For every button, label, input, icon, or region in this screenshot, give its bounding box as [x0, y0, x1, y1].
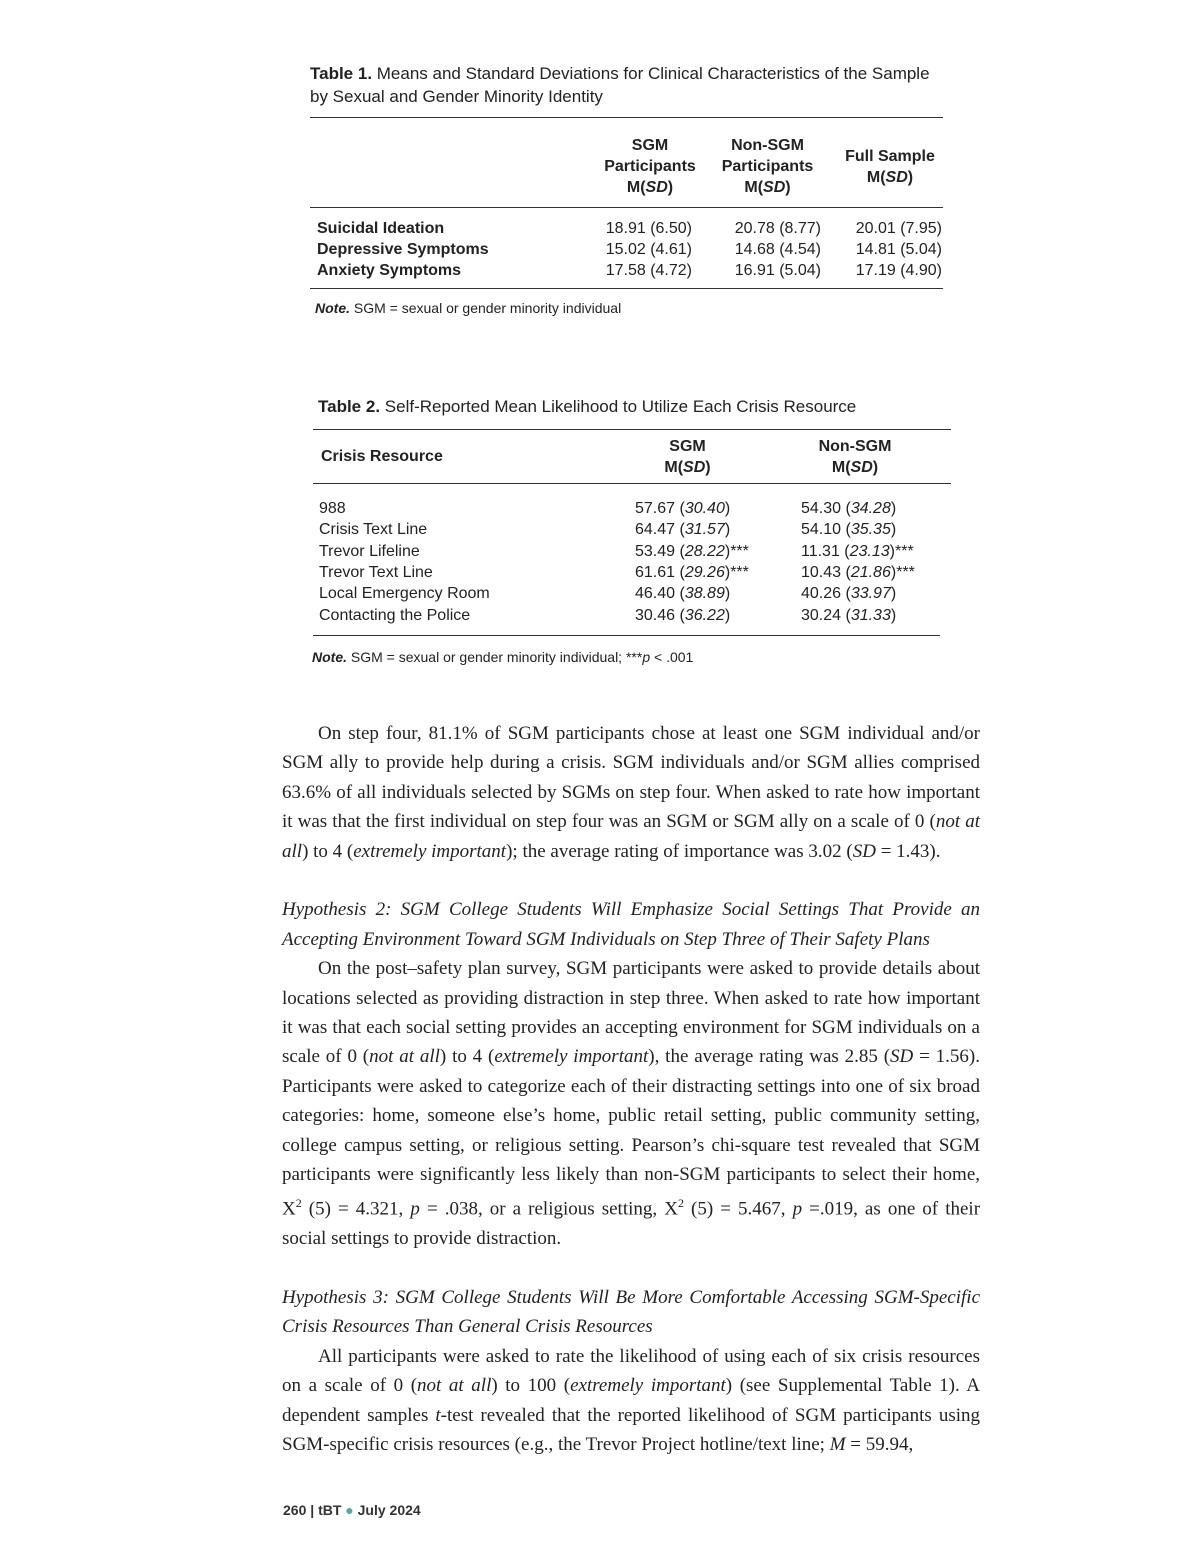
table1-caption [310, 62, 930, 108]
page-number: 260 [283, 1502, 307, 1518]
table2-header-rule [313, 483, 951, 484]
para3-run: ) (see Supplemental Table 1). A dependent samples [282, 1375, 980, 1426]
journal-name: tBT [318, 1502, 342, 1518]
para2-run: ), the average rating was 2.85 ( [648, 1046, 891, 1068]
para3-run: t [435, 1404, 441, 1426]
table2-header-sgm [630, 436, 745, 478]
table2-cell-non-sgm: 30.24 (31.33) [801, 606, 897, 624]
table1-header-full-line3: M(SD) [866, 169, 914, 186]
para1-run: ); the average rating of importance was 3.02 ( [506, 840, 853, 862]
table2-row-label: 988 [319, 500, 346, 517]
table1-cell: 20.78 (8.77) [734, 220, 821, 237]
para2-run: 2 [677, 1196, 684, 1211]
table1-top-rule [310, 117, 943, 118]
para2-run: (5) = 4.321, [301, 1198, 411, 1220]
table1-bottom-rule [310, 288, 943, 289]
table2-header-non-sgm-line2: M(SD) [831, 459, 879, 476]
table1-note-label: Note. [315, 300, 350, 316]
table1-row-label: Suicidal Ideation [317, 220, 445, 237]
table1-header-full-line1: Full Sample [845, 148, 935, 165]
table2-top-rule [313, 429, 951, 430]
body-text [282, 719, 980, 1459]
table2-cell-sgm: 30.46 (36.22) [635, 606, 731, 624]
para1-run: On step four, 81.1% of SGM participants chose at least one SGM individual and/or SGM ally to provide help during a crisis. SGM individuals and/or SGM allies comprised 63.6% of all individuals selected by SGMs on step four. When asked to rate how important it was that the first individual on step four was an SGM or SGM ally on a scale of 0 ( [282, 723, 980, 833]
table1-caption-text: Means and Standard Deviations for Clinical Characteristics of the Sample by Sexual and Gender Minority Identity [310, 64, 930, 106]
table2-note-text-2: < .001 [650, 649, 694, 665]
para2-run: SD [890, 1046, 914, 1068]
table2-cell-non-sgm: 11.31 (23.13)*** [801, 542, 914, 560]
hypothesis-2-heading: Hypothesis 2: SGM College Students Will Emphasize Social Settings That Provide an Accepting Environment Toward SGM Individuals on Step Three of Their Safety Plans [282, 899, 980, 950]
table2-row-label: Local Emergency Room [319, 585, 490, 603]
para2-run: On the post–safety plan survey, SGM participants were asked to provide details about locations selected as providing distraction in step three. When asked to rate how important it was that each social setting provides an accepting environment for SGM individuals on a scale of 0 ( [282, 958, 980, 1068]
para2-run: p [792, 1198, 803, 1220]
para3-run: All participants were asked to rate the likelihood of using each of six crisis resources on a scale of 0 ( [282, 1345, 980, 1397]
table2-cell-sgm: 46.40 (38.89) [635, 585, 731, 603]
table1-note [315, 299, 621, 317]
table1-cell: 14.81 (5.04) [855, 241, 942, 258]
table2-row-label: Trevor Text Line [319, 563, 433, 581]
para1-run: ) to 4 ( [302, 840, 354, 862]
table2-cell-sgm: 64.47 (31.57) [635, 521, 731, 539]
table1-header-non-sgm [710, 135, 825, 198]
table1-header-sgm [590, 135, 710, 198]
table2-note [312, 648, 693, 666]
table2-cell-non-sgm: 54.10 (35.35) [801, 521, 897, 539]
para1-run: not at all [282, 811, 980, 862]
footer-separator: | [310, 1502, 315, 1518]
para2-run: p [410, 1198, 420, 1220]
para2-run: extremely important [494, 1046, 649, 1068]
table2-header-sgm-line1: SGM [669, 438, 706, 455]
table1-row-label: Anxiety Symptoms [317, 262, 462, 279]
para3-run: extremely important [570, 1375, 726, 1397]
para2-run: (5) = 5.467, [683, 1198, 793, 1220]
table2-row-label: Crisis Text Line [319, 521, 428, 539]
table1-cell: 17.19 (4.90) [855, 262, 942, 279]
table1-cell: 15.02 (4.61) [605, 241, 692, 258]
para2-run: not at all [369, 1046, 440, 1068]
para2-run: 2 [295, 1196, 302, 1211]
table1-header-full [830, 146, 950, 188]
para1-run: = 1.43). [875, 840, 941, 862]
para2-run: =.019, as one of their social settings to provide distraction. [282, 1198, 981, 1250]
table1-row-label: Depressive Symptoms [317, 241, 489, 258]
table1-cell: 14.68 (4.54) [734, 241, 821, 258]
table2-note-p: p [642, 649, 651, 665]
table2-bottom-rule [313, 635, 940, 636]
para3-run: -test revealed that the reported likelihood of SGM participants using SGM-specific crisis resources (e.g., the Trevor Project hotline/text line; [282, 1404, 980, 1456]
table1-header-rule [310, 207, 943, 208]
table1-cell: 16.91 (5.04) [734, 262, 821, 279]
table2-header-non-sgm-line1: Non-SGM [818, 438, 892, 455]
table2-header-sgm-line2: M(SD) [664, 459, 711, 476]
para2-run: = 1.56). Participants were asked to categorize each of their distracting settings into one of six broad categories: home, someone else’s home, public retail setting, public community setting, college campus setting, or religious setting. Pearson’s chi-square test revealed that SGM participants were significantly less likely than non-SGM participants to select their home, X [282, 1046, 980, 1220]
table2-cell-non-sgm: 40.26 (33.97) [801, 585, 897, 603]
issue-date: July 2024 [357, 1502, 421, 1518]
para1-run: SD [852, 840, 876, 862]
table2-cell-non-sgm: 54.30 (34.28) [801, 500, 897, 517]
paragraph-step-four [282, 719, 980, 866]
table1-header-sgm-line3: M(SD) [626, 179, 674, 196]
bullet-icon: ● [345, 1502, 354, 1518]
table1-header-sgm-line2: Participants [604, 158, 696, 175]
table1-cell: 18.91 (6.50) [605, 220, 692, 237]
para3-run: not at all [417, 1375, 492, 1397]
para3-run: = 59.94, [845, 1434, 914, 1456]
paragraph-hypothesis-3 [282, 1342, 980, 1460]
table2-cell-sgm: 53.49 (28.22)*** [635, 542, 749, 560]
table2-header-non-sgm [795, 436, 915, 478]
table2-cell-sgm: 57.67 (30.40) [635, 500, 731, 517]
table1-caption-label: Table 1. [310, 64, 373, 83]
table2-note-label: Note. [312, 649, 347, 665]
table1-cell: 20.01 (7.95) [855, 220, 942, 237]
para2-run: = .038, or a religious setting, X [419, 1198, 678, 1220]
table2-row-label: Contacting the Police [319, 606, 471, 624]
table2-cell-non-sgm: 10.43 (21.86)*** [801, 563, 915, 581]
table1-header-non-sgm-line1: Non-SGM [731, 137, 804, 154]
para3-run: ) to 100 ( [491, 1375, 571, 1397]
paragraph-hypothesis-2 [282, 954, 980, 1253]
page-footer [283, 1502, 421, 1518]
table2-row-label: Trevor Lifeline [319, 542, 420, 560]
table1-header-sgm-line1: SGM [631, 137, 669, 154]
table1-header-non-sgm-line2: Participants [721, 158, 814, 175]
table2-note-text-1: SGM = sexual or gender minority individual; *** [347, 649, 643, 665]
table2-caption [318, 395, 948, 418]
hypothesis-3-heading: Hypothesis 3: SGM College Students Will Be More Comfortable Accessing SGM-Specific Crisis Resources Than General Crisis Resources [282, 1287, 980, 1338]
para1-run: extremely important [353, 840, 507, 862]
table2-caption-text: Self-Reported Mean Likelihood to Utilize Each Crisis Resource [380, 397, 857, 416]
para2-run: ) to 4 ( [439, 1046, 495, 1068]
para3-run: M [829, 1434, 846, 1456]
table1-cell: 17.58 (4.72) [605, 262, 692, 279]
table2-header-resource: Crisis Resource [321, 448, 443, 465]
table1-header-non-sgm-line3: M(SD) [744, 179, 791, 196]
table1-note-text: SGM = sexual or gender minority individual [350, 300, 622, 316]
table2-caption-label: Table 2. [318, 397, 381, 416]
table2-cell-sgm: 61.61 (29.26)*** [635, 563, 749, 581]
